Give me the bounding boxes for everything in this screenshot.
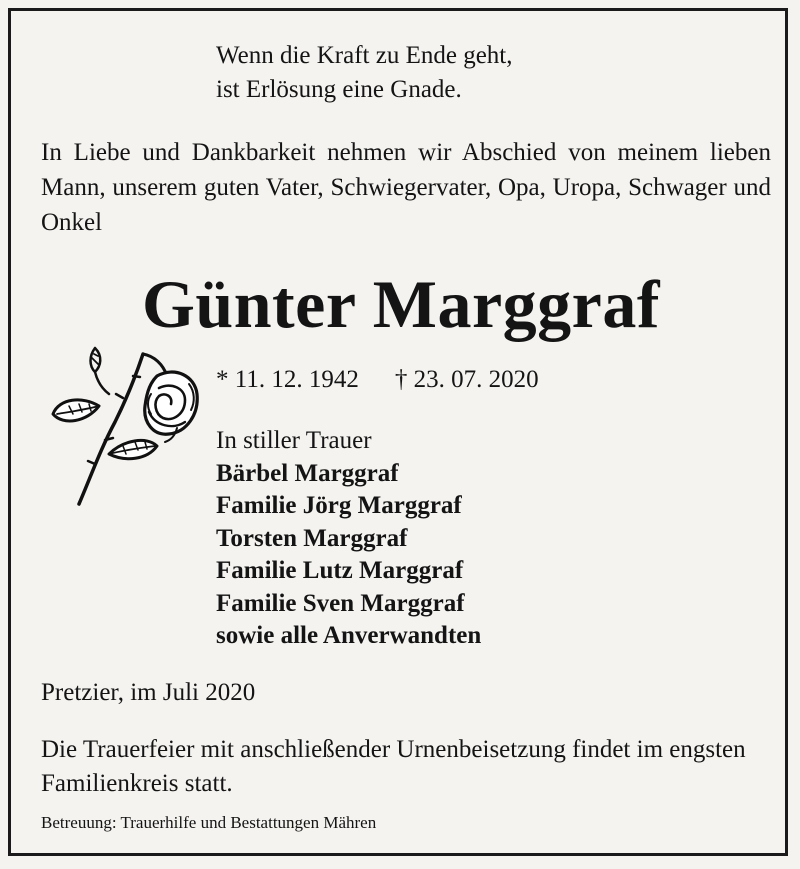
rose-icon xyxy=(39,336,209,511)
mourning-heading: In stiller Trauer xyxy=(216,427,372,454)
mourner-name: Familie Sven Marggraf xyxy=(216,589,465,617)
place-and-date: Pretzier, im Juli 2020 xyxy=(41,679,256,706)
motto-line-2: ist Erlösung eine Gnade. xyxy=(216,76,462,103)
life-dates xyxy=(216,363,539,397)
mourner-name: Bärbel Marggraf xyxy=(216,459,399,487)
mourners-list xyxy=(216,425,481,653)
mourner-name: Familie Lutz Marggraf xyxy=(216,557,464,584)
intro-text: In Liebe und Dankbarkeit nehmen wir Abschied von meinem lieben Mann, unserem guten Vater, Schwiegervater, Opa, Uropa, Schwager und Onkel xyxy=(41,139,771,236)
motto-verse xyxy=(216,39,512,107)
funeral-note: Die Trauerfeier mit anschließender Urnenbeisetzung findet im engsten Familienkreis statt. xyxy=(41,736,746,797)
mourner-name: sowie alle Anverwandten xyxy=(216,622,482,649)
deceased-name: Günter Marggraf xyxy=(142,266,660,342)
obituary-frame xyxy=(8,8,788,856)
mourner-name: Torsten Marggraf xyxy=(216,524,408,552)
mourner-name: Familie Jörg Marggraf xyxy=(216,492,462,519)
birth-date: * 11. 12. 1942 xyxy=(216,366,359,393)
undertaker-credit: Betreuung: Trauerhilfe und Bestattungen Mähren xyxy=(41,813,377,832)
motto-line-1: Wenn die Kraft zu Ende geht, xyxy=(216,42,513,69)
death-date: † 23. 07. 2020 xyxy=(394,366,539,393)
